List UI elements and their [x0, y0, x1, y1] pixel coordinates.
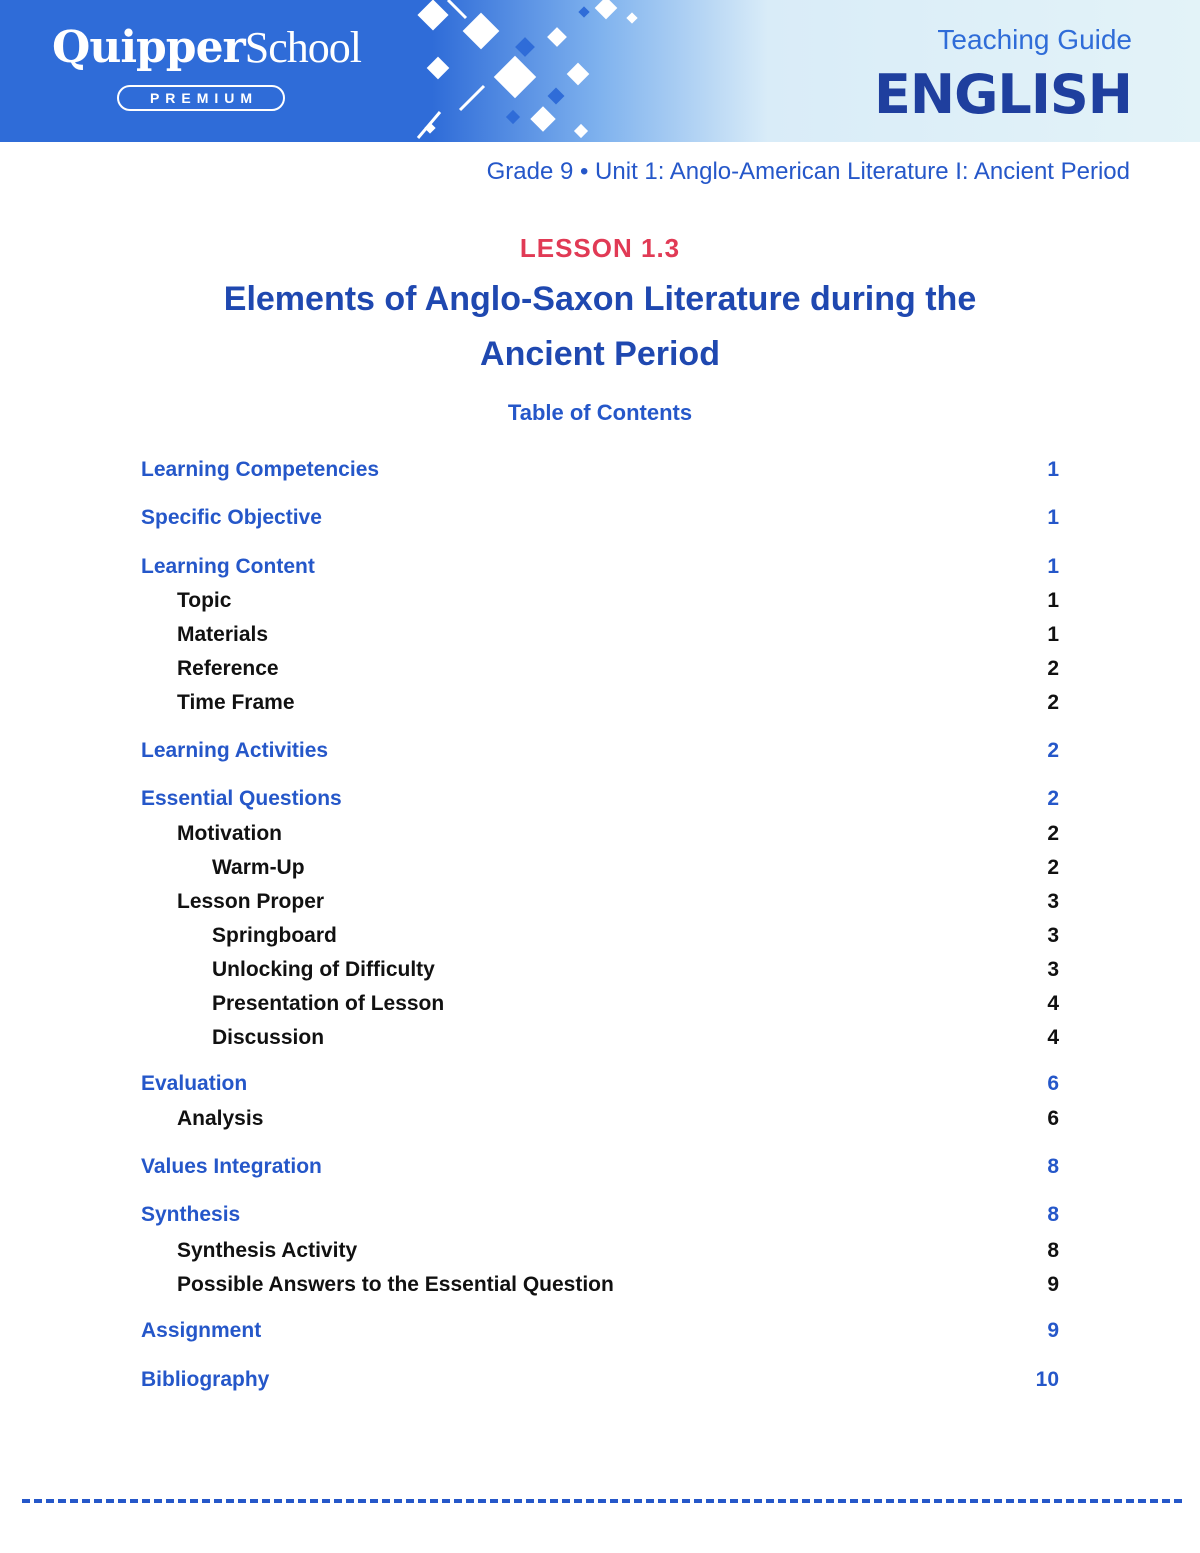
toc-entry-label: Lesson Proper — [177, 890, 325, 913]
toc-entry-label: Materials — [177, 623, 269, 646]
footer-dashed-divider — [22, 1499, 1182, 1503]
toc-entry-page: 8 — [1047, 1239, 1059, 1262]
toc-entry-analysis[interactable] — [141, 1104, 1059, 1134]
toc-entry-label: Springboard — [212, 924, 337, 947]
toc-entry-page: 2 — [1047, 657, 1059, 680]
toc-entry-label: Bibliography — [141, 1368, 270, 1391]
lesson-title-line-2: Ancient Period — [480, 335, 720, 373]
toc-entry-page: 2 — [1047, 691, 1059, 714]
toc-entry-page: 6 — [1047, 1072, 1059, 1095]
toc-entry-page: 9 — [1047, 1273, 1059, 1296]
toc-entry-label: Motivation — [177, 822, 282, 845]
toc-entry-page: 3 — [1047, 958, 1059, 981]
toc-entry-page: 4 — [1047, 1026, 1059, 1049]
toc-entry-label: Specific Objective — [141, 506, 322, 529]
toc-entry-evaluation[interactable] — [141, 1069, 1059, 1099]
toc-entry-label: Evaluation — [141, 1072, 248, 1095]
toc-entry-warm-up[interactable] — [141, 853, 1059, 883]
toc-entry-assignment[interactable] — [141, 1316, 1059, 1346]
toc-entry-page: 1 — [1047, 589, 1059, 612]
toc-entry-page: 10 — [1035, 1368, 1059, 1391]
toc-entry-label: Reference — [177, 657, 279, 680]
toc-entry-materials[interactable] — [141, 620, 1059, 650]
brand-name-part1: Quipper — [52, 22, 245, 73]
toc-entry-page: 3 — [1047, 890, 1059, 913]
lesson-number: LESSON 1.3 — [519, 233, 681, 263]
toc-entry-label: Warm-Up — [212, 856, 305, 879]
toc-entry-label: Learning Competencies — [141, 458, 380, 481]
toc-entry-label: Learning Activities — [141, 739, 329, 762]
premium-badge: PREMIUM — [117, 85, 285, 111]
toc-entry-topic[interactable] — [141, 586, 1059, 616]
toc-entry-presentation-of-lesson[interactable] — [141, 989, 1059, 1019]
toc-entry-reference[interactable] — [141, 654, 1059, 684]
toc-entry-label: Unlocking of Difficulty — [212, 958, 435, 981]
lesson-title — [150, 272, 1050, 382]
brand-logo — [52, 22, 361, 74]
toc-entry-unlocking-of-difficulty[interactable] — [141, 955, 1059, 985]
toc-entry-possible-answers[interactable] — [141, 1270, 1059, 1300]
toc-entry-label: Synthesis — [141, 1203, 241, 1226]
toc-entry-learning-content[interactable] — [141, 552, 1059, 582]
subject-title: ENGLISH — [874, 63, 1132, 126]
toc-heading: Table of Contents — [507, 400, 693, 425]
toc-entry-label: Learning Content — [141, 555, 315, 578]
toc-entry-learning-activities[interactable] — [141, 736, 1059, 766]
toc-entry-page: 1 — [1047, 506, 1059, 529]
toc-entry-synthesis[interactable] — [141, 1200, 1059, 1230]
toc-entry-page: 3 — [1047, 924, 1059, 947]
toc-entry-label: Discussion — [212, 1026, 325, 1049]
toc-entry-page: 1 — [1047, 458, 1059, 481]
page-header — [0, 0, 1200, 142]
toc-entry-bibliography[interactable] — [141, 1365, 1059, 1395]
teaching-guide-label: Teaching Guide — [937, 24, 1132, 55]
toc-entry-page: 1 — [1047, 555, 1059, 578]
toc-entry-essential-questions[interactable] — [141, 784, 1059, 814]
toc-entry-learning-competencies[interactable] — [141, 455, 1059, 485]
toc-entry-label: Values Integration — [141, 1155, 322, 1178]
toc-entry-page: 2 — [1047, 822, 1059, 845]
brand-name-part2: School — [244, 23, 361, 72]
toc-entry-lesson-proper[interactable] — [141, 887, 1059, 917]
toc-entry-values-integration[interactable] — [141, 1152, 1059, 1182]
toc-entry-page: 1 — [1047, 623, 1059, 646]
lesson-title-line-1: Elements of Anglo-Saxon Literature during the — [223, 280, 977, 318]
toc-entry-label: Analysis — [177, 1107, 264, 1130]
toc-entry-time-frame[interactable] — [141, 688, 1059, 718]
breadcrumb: Grade 9 • Unit 1: Anglo-American Literature I: Ancient Period — [486, 158, 1130, 185]
toc-entry-label: Time Frame — [177, 691, 295, 714]
toc-entry-specific-objective[interactable] — [141, 503, 1059, 533]
toc-entry-label: Presentation of Lesson — [212, 992, 445, 1015]
toc-entry-page: 6 — [1047, 1107, 1059, 1130]
toc-entry-label: Assignment — [141, 1319, 262, 1342]
toc-entry-page: 2 — [1047, 787, 1059, 810]
toc-entry-label: Topic — [177, 589, 232, 612]
toc-entry-page: 8 — [1047, 1155, 1059, 1178]
toc-entry-page: 4 — [1047, 992, 1059, 1015]
toc-entry-page: 2 — [1047, 856, 1059, 879]
toc-entry-label: Synthesis Activity — [177, 1239, 358, 1262]
toc-entry-motivation[interactable] — [141, 819, 1059, 849]
toc-entry-label: Possible Answers to the Essential Question — [177, 1273, 614, 1296]
toc-entry-page: 8 — [1047, 1203, 1059, 1226]
toc-entry-springboard[interactable] — [141, 921, 1059, 951]
toc-entry-page: 2 — [1047, 739, 1059, 762]
toc-entry-label: Essential Questions — [141, 787, 342, 810]
diamond-pattern-decoration — [400, 0, 660, 142]
toc-entry-discussion[interactable] — [141, 1023, 1059, 1053]
toc-entry-synthesis-activity[interactable] — [141, 1236, 1059, 1266]
toc-entry-page: 9 — [1047, 1319, 1059, 1342]
